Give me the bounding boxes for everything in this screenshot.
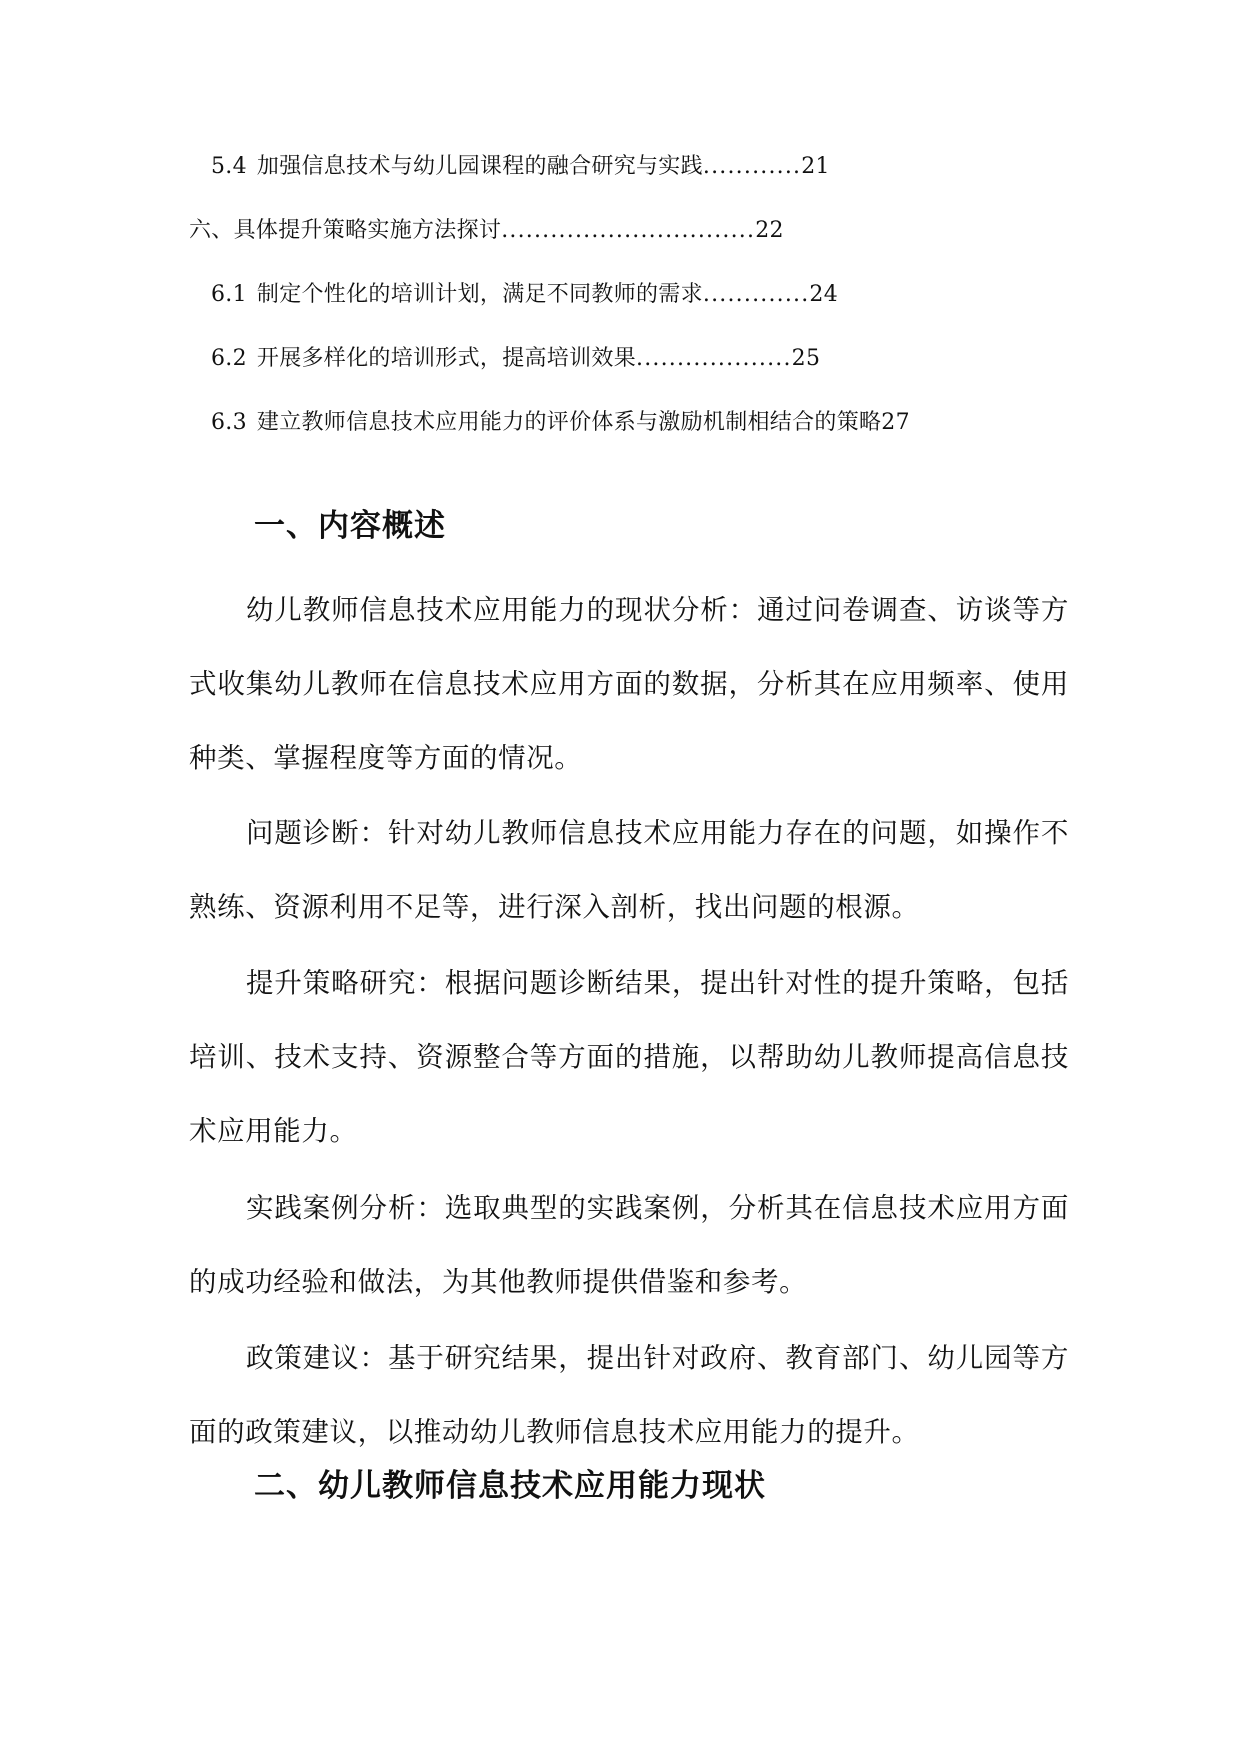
body-paragraph: 实践案例分析：选取典型的实践案例，分析其在信息技术应用方面的成功经验和做法，为其他教师提供借鉴和参考。 <box>189 1192 1069 1298</box>
body-paragraph: 提升策略研究：根据问题诊断结果，提出针对性的提升策略，包括培训、技术支持、资源整合等方面的措施，以帮助幼儿教师提高信息技术应用能力。 <box>189 967 1069 1147</box>
toc-entry-leader: ................... <box>636 346 792 371</box>
toc-entry-page: 25 <box>791 346 821 371</box>
section-heading: 二、幼儿教师信息技术应用能力现状 <box>254 1468 766 1504</box>
toc-entry-leader: ............................... <box>501 218 756 243</box>
toc-entry[interactable] <box>211 344 820 374</box>
toc-entry[interactable] <box>211 280 838 310</box>
toc-entry-title: 建立教师信息技术应用能力的评价体系与激励机制相结合的策略 <box>256 410 882 435</box>
body-paragraph: 幼儿教师信息技术应用能力的现状分析：通过问卷调查、访谈等方式收集幼儿教师在信息技术应用方面的数据，分析其在应用频率、使用种类、掌握程度等方面的情况。 <box>189 594 1069 774</box>
body-paragraph: 政策建议：基于研究结果，提出针对政府、教育部门、幼儿园等方面的政策建议，以推动幼儿教师信息技术应用能力的提升。 <box>189 1342 1069 1448</box>
toc-entry-title: 开展多样化的培训形式，提高培训效果 <box>256 346 636 371</box>
toc-entry-number: 6.1 <box>211 282 247 307</box>
toc-entry[interactable] <box>211 152 830 182</box>
toc-entry-title: 制定个性化的培训计划，满足不同教师的需求 <box>256 282 703 307</box>
toc-entry-page: 21 <box>801 154 830 179</box>
toc-entry[interactable] <box>189 216 784 246</box>
toc-entry-title: 加强信息技术与幼儿园课程的融合研究与实践 <box>256 154 703 179</box>
toc-entry-page: 22 <box>755 218 784 243</box>
toc-entry-number: 6.3 <box>211 410 247 435</box>
toc-entry-number: 6.2 <box>211 346 247 371</box>
toc-entry-title: 六、具体提升策略实施方法探讨 <box>189 218 502 243</box>
toc-entry-number: 5.4 <box>211 154 247 179</box>
section-heading: 一、内容概述 <box>254 508 446 544</box>
toc-entry-page: 24 <box>809 282 839 307</box>
toc-entry-leader: ............ <box>702 154 802 179</box>
toc-entry[interactable] <box>211 408 910 438</box>
toc-entry-page: 27 <box>881 410 910 435</box>
toc-entry-leader: ............. <box>702 282 810 307</box>
body-paragraph: 问题诊断：针对幼儿教师信息技术应用能力存在的问题，如操作不熟练、资源利用不足等，进行深入剖析，找出问题的根源。 <box>189 817 1069 923</box>
